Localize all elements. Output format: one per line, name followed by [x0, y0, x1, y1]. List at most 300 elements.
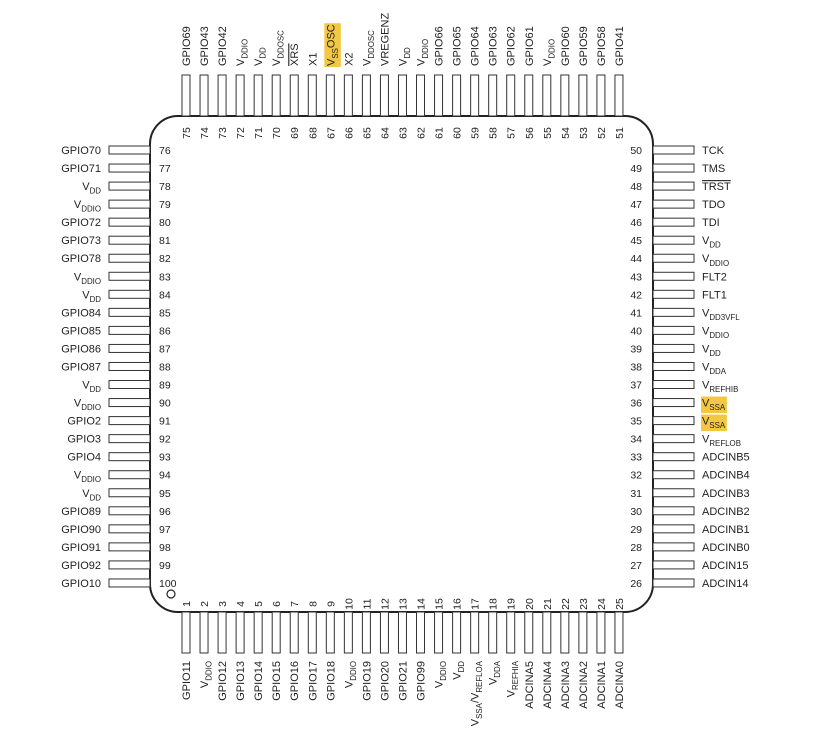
pin-label-vddosc: $V_{DDOSC}$: [271, 30, 286, 66]
pin-number: 18: [487, 598, 500, 610]
pin-label-gpio78: GPIO78: [61, 253, 101, 266]
pin-number: 11: [361, 598, 374, 610]
pin-number: 9: [325, 601, 338, 607]
pin-lead: [653, 164, 694, 172]
pin-number: 83: [159, 271, 171, 284]
pin-number: 35: [630, 415, 642, 428]
pin-number: 59: [469, 127, 482, 139]
pin-number: 48: [630, 181, 642, 194]
pin-label-gpio85: GPIO85: [61, 325, 101, 338]
pin-lead: [109, 453, 150, 461]
pin-number: 98: [159, 541, 171, 554]
pin-24: [596, 598, 608, 709]
pin-label-vddio: $V_{DDIO}$: [433, 661, 449, 689]
pin-number: 95: [159, 487, 171, 500]
pin-lead: [653, 435, 694, 443]
pin-lead: [653, 308, 694, 316]
pin-number: 87: [159, 343, 171, 356]
pin-number: 13: [397, 598, 410, 610]
pin-lead: [489, 75, 497, 116]
pin-lead: [380, 612, 388, 653]
pin-lead: [653, 344, 694, 352]
pin-3: [217, 601, 229, 701]
pin-5: [253, 601, 265, 701]
pin-lead: [653, 326, 694, 334]
pin-lead: [109, 182, 150, 190]
pin-lead: [362, 75, 370, 116]
pin-lead: [380, 75, 388, 116]
pin-number: 62: [415, 127, 428, 139]
pin-lead: [109, 561, 150, 569]
pin-label-gpio63: GPIO63: [487, 26, 500, 66]
pin-label-gpio11: GPIO11: [181, 661, 193, 700]
pin-number: 28: [630, 541, 642, 554]
pin-number: 4: [235, 601, 248, 607]
pin-label-tdo: TDO: [702, 199, 726, 212]
pin-number: 46: [630, 217, 642, 230]
pin-12: [379, 598, 391, 701]
pin-lead: [489, 612, 497, 653]
pin-1: [181, 601, 193, 700]
pin-number: 66: [343, 127, 356, 139]
pin-label-gpio61: GPIO61: [523, 26, 536, 66]
pin-label-gpio41: GPIO41: [613, 26, 626, 66]
pin-label-gpio43: GPIO43: [199, 26, 212, 66]
pin-11: [361, 598, 373, 700]
pin-6: [271, 601, 283, 701]
pin-number: 97: [159, 523, 171, 536]
pin-lead: [109, 236, 150, 244]
pin-lead: [254, 612, 262, 653]
pin-number: 36: [630, 397, 642, 410]
pin-number: 7: [289, 601, 302, 607]
pin-number: 75: [181, 127, 193, 139]
pin-number: 23: [577, 598, 590, 610]
pin-label-adcina5: ADCINA5: [523, 661, 536, 709]
pin-label-adcinb2: ADCINB2: [702, 505, 750, 518]
pin-7: [289, 601, 301, 701]
pin-label-gpio59: GPIO59: [577, 26, 590, 66]
pin-label-vdd: $V_{DD}$: [702, 235, 721, 250]
pin-number: 89: [159, 379, 171, 392]
pin-8: [307, 601, 319, 701]
pin-label-vddio: $V_{DDIO}$: [73, 271, 101, 286]
pin-lead: [109, 200, 150, 208]
pin-lead: [218, 75, 226, 116]
pin-17: [470, 598, 485, 726]
pin-lead: [653, 471, 694, 479]
pin-number: 60: [451, 127, 464, 139]
pin-number: 53: [577, 127, 590, 139]
pin-number: 22: [559, 598, 572, 610]
pin-label-gpio12: GPIO12: [217, 661, 230, 701]
pin-label-gpio60: GPIO60: [559, 26, 572, 66]
pin-label-adcina1: ADCINA1: [595, 661, 608, 709]
pin-number: 100: [159, 577, 177, 590]
pin-label-gpio91: GPIO91: [61, 541, 101, 554]
pin-lead: [525, 75, 533, 116]
pin-label-vdd: $V_{DD}$: [451, 661, 467, 680]
pin-lead: [597, 612, 605, 653]
pin-label-tck: TCK: [702, 145, 724, 157]
pin-number: 29: [630, 523, 642, 536]
pin-label-gpio84: GPIO84: [61, 307, 101, 320]
pin-label-vddio: $V_{DDIO}$: [702, 325, 730, 340]
pin-label-gpio99: GPIO99: [415, 661, 428, 701]
pin-lead: [597, 75, 605, 116]
pin-label-gpio14: GPIO14: [253, 661, 266, 701]
pin-label-vdda: $V_{DDA}$: [487, 661, 503, 686]
pin-label-gpio72: GPIO72: [61, 217, 101, 230]
pin-lead: [653, 254, 694, 262]
pin-number: 78: [159, 181, 171, 194]
pin-label-vssa-vrefloa: $V_{SSA}/V_{REFLOA}$: [469, 661, 485, 727]
pin-number: 39: [630, 343, 642, 356]
pin-number: 61: [433, 127, 446, 139]
pin-100: [61, 578, 176, 590]
pin-number: 51: [613, 127, 626, 139]
pin-label-gpio19: GPIO19: [361, 661, 374, 701]
pin-number: 94: [159, 469, 171, 482]
pin-number: 96: [159, 505, 171, 518]
pin-number: 72: [235, 127, 248, 139]
pin-lead: [653, 417, 694, 425]
pin-label-gpio69: GPIO69: [181, 26, 193, 66]
pin-lead: [109, 579, 150, 587]
pin-label-vdd: $V_{DD}$: [397, 47, 412, 66]
pin-label-trst: TRST: [702, 181, 731, 194]
pin-number: 71: [253, 127, 266, 139]
pin-number: 80: [159, 217, 171, 230]
pin-number: 19: [505, 598, 518, 610]
pin-label-xrs: XRS: [289, 43, 302, 66]
pin-lead: [453, 75, 461, 116]
pin-lead: [471, 612, 479, 653]
pin-number: 84: [159, 289, 171, 302]
pin-number: 77: [159, 163, 171, 176]
pin-label-adcina2: ADCINA2: [577, 661, 590, 709]
pin-number: 91: [159, 415, 171, 428]
pin-label-gpio90: GPIO90: [61, 523, 101, 536]
pin-number: 50: [630, 145, 642, 157]
pin-lead: [417, 612, 425, 653]
pin-number: 55: [541, 127, 554, 139]
pin-number: 64: [379, 127, 392, 139]
pin-lead: [272, 612, 280, 653]
pin-label-adcina3: ADCINA3: [559, 661, 572, 709]
pin-lead: [653, 218, 694, 226]
pin-lead: [290, 612, 298, 653]
pin-lead: [453, 612, 461, 653]
bottom-pin-row: [181, 598, 626, 726]
pin-lead: [653, 453, 694, 461]
pin-lead: [200, 612, 208, 653]
pin-lead: [109, 362, 150, 370]
pin-number: 47: [630, 199, 642, 212]
pin-number: 86: [159, 325, 171, 338]
pin-label-vssosc: $V_{SS}OSC$: [325, 24, 340, 66]
pin-label-vddio: $V_{DDIO}$: [73, 199, 101, 214]
pin-lead: [109, 435, 150, 443]
pin-label-vddio: $V_{DDIO}$: [73, 397, 101, 413]
pin-number: 63: [397, 127, 410, 139]
pin-lead: [109, 326, 150, 334]
pin-number: 79: [159, 199, 171, 212]
pin-number: 74: [199, 127, 212, 139]
pin-label-vdda: $V_{DDA}$: [702, 361, 727, 376]
pin-label-adcina4: ADCINA4: [541, 661, 554, 709]
pin-label-gpio62: GPIO62: [505, 26, 518, 66]
pin-label-vssa: $V_{SSA}$: [702, 397, 726, 413]
pin-number: 16: [451, 598, 464, 610]
pin-number: 85: [159, 307, 171, 320]
pin-number: 56: [523, 127, 536, 139]
pin-number: 57: [505, 127, 518, 139]
pin-label-vddio: $V_{DDIO}$: [235, 38, 250, 66]
pin-label-gpio18: GPIO18: [325, 661, 338, 701]
pin-label-gpio87: GPIO87: [61, 361, 101, 374]
pin-label-adcinb5: ADCINB5: [702, 451, 750, 464]
pin-lead: [109, 164, 150, 172]
pin-label-vdd: $V_{DD}$: [82, 487, 101, 503]
pin-lead: [653, 507, 694, 515]
pin-label-gpio73: GPIO73: [61, 235, 101, 248]
pin-number: 34: [630, 433, 642, 446]
pin-lead: [109, 471, 150, 479]
pin-label-gpio20: GPIO20: [379, 661, 392, 701]
pin-label-vddio: $V_{DDIO}$: [343, 661, 358, 689]
pin-lead: [272, 75, 280, 116]
pin-number: 82: [159, 253, 171, 266]
pin-label-gpio16: GPIO16: [289, 661, 302, 701]
pin-number: 54: [559, 127, 572, 139]
pin-label-gpio42: GPIO42: [217, 26, 230, 66]
pin-lead: [507, 75, 515, 116]
pin-label-gpio2: GPIO2: [67, 415, 101, 428]
pin-label-adcina0: ADCINA0: [613, 661, 626, 709]
pin-lead: [218, 612, 226, 653]
pin-label-tdi: TDI: [702, 217, 720, 230]
pin-lead: [653, 381, 694, 389]
pin-number: 70: [271, 127, 284, 139]
pin-number: 88: [159, 361, 171, 374]
pin-number: 5: [253, 601, 266, 607]
pin-lead: [653, 236, 694, 244]
pin-number: 3: [217, 601, 230, 607]
pin-lead: [435, 75, 443, 116]
pin-20: [524, 598, 536, 709]
pin-lead: [653, 146, 694, 154]
pin-label-vddio: $V_{DDIO}$: [541, 38, 557, 66]
pin-label-gpio21: GPIO21: [397, 661, 410, 701]
pin-number: 45: [630, 235, 642, 248]
pin-label-adcin15: ADCIN15: [702, 559, 749, 572]
pin-lead: [362, 612, 370, 653]
pin-label-x2: X2: [343, 52, 356, 66]
pin-label-vddio: $V_{DDIO}$: [415, 38, 431, 66]
pin-number: 8: [307, 601, 320, 607]
pin-label-vregenz: VREGENZ: [379, 12, 392, 66]
pin-label-vddio: $V_{DDIO}$: [73, 469, 101, 485]
pin-number: 92: [159, 433, 171, 446]
pin-lead: [109, 417, 150, 425]
pin-label-gpio65: GPIO65: [451, 26, 464, 66]
pin-lead: [653, 272, 694, 280]
pin-label-gpio64: GPIO64: [469, 26, 482, 66]
pin-number: 38: [630, 361, 642, 374]
pin-lead: [326, 75, 334, 116]
pin-label-vdd: $V_{DD}$: [702, 343, 721, 358]
pin-lead: [109, 254, 150, 262]
pin-number: 76: [159, 145, 171, 157]
pin-number: 42: [630, 289, 642, 302]
pin-number: 27: [630, 559, 642, 572]
pin-lead: [653, 362, 694, 370]
pin-label-vddosc: $V_{DDOSC}$: [361, 30, 376, 66]
pin-lead: [579, 612, 587, 653]
pin-label-gpio89: GPIO89: [61, 505, 101, 518]
pin-number: 67: [325, 127, 338, 139]
pin-lead: [653, 182, 694, 190]
pin-lead: [543, 612, 551, 653]
pin-lead: [109, 218, 150, 226]
pin-number: 99: [159, 559, 171, 572]
pin-lead: [579, 75, 587, 116]
pin-label-gpio66: GPIO66: [433, 26, 446, 66]
pin-number: 41: [630, 307, 642, 320]
pin-23: [578, 598, 590, 709]
pin-lead: [109, 146, 150, 154]
pin-lead: [653, 200, 694, 208]
pin-number: 69: [289, 127, 302, 139]
pin-number: 10: [343, 598, 356, 610]
pin-label-gpio15: GPIO15: [271, 661, 284, 701]
pin-number: 52: [595, 127, 608, 139]
pin-lead: [236, 612, 244, 653]
chip-body: [150, 116, 653, 612]
pin-label-gpio13: GPIO13: [235, 661, 248, 701]
pin-lead: [653, 561, 694, 569]
pin-label-gpio92: GPIO92: [61, 559, 101, 572]
pin-lead: [653, 543, 694, 551]
pin-label-gpio71: GPIO71: [61, 163, 101, 176]
pin-number: 37: [630, 379, 642, 392]
pin-lead: [525, 612, 533, 653]
pin-lead: [653, 579, 694, 587]
pin-label-gpio4: GPIO4: [67, 451, 101, 464]
pin-number: 43: [630, 271, 642, 284]
pin-2: [199, 601, 214, 688]
pin-label-vdd: $V_{DD}$: [82, 181, 101, 196]
pin-25: [614, 598, 626, 709]
pin-lead: [200, 75, 208, 116]
pin-4: [235, 601, 247, 701]
pin-label-vrefhia: $V_{REFHIA}$: [505, 661, 521, 698]
pin-lead: [417, 75, 425, 116]
pin-number: 32: [630, 469, 642, 482]
pin-lead: [653, 489, 694, 497]
pin-number: 73: [217, 127, 230, 139]
pin-number: 65: [361, 127, 374, 139]
pin-lead: [561, 612, 569, 653]
pin-label-x1: X1: [307, 52, 320, 66]
pin-label-vdd: $V_{DD}$: [253, 47, 268, 66]
pin-lead: [561, 75, 569, 116]
pin-9: [325, 601, 337, 701]
pin-lead: [615, 75, 623, 116]
pin-lead: [507, 612, 515, 653]
pin-21: [542, 598, 554, 709]
pin-lead: [398, 75, 406, 116]
pin-lead: [653, 525, 694, 533]
pin-label-vssa: $V_{SSA}$: [702, 415, 726, 431]
pin-number: 14: [415, 598, 428, 610]
pin-lead: [182, 612, 190, 653]
pin-label-tms: TMS: [702, 163, 726, 176]
pin-number: 15: [433, 598, 446, 610]
pin-13: [397, 598, 409, 701]
pin-number: 6: [271, 601, 284, 607]
pin-lead: [182, 75, 190, 116]
pin-label-adcinb3: ADCINB3: [702, 487, 750, 500]
pin1-marker: [167, 590, 175, 598]
pin-number: 30: [630, 505, 642, 518]
pin-number: 21: [541, 598, 554, 610]
pin-lead: [254, 75, 262, 116]
pin-number: 24: [595, 598, 608, 610]
pin-lead: [109, 543, 150, 551]
pin-lead: [344, 612, 352, 653]
pin-number: 49: [630, 163, 642, 176]
pin-lead: [308, 75, 316, 116]
pin-lead: [435, 612, 443, 653]
pin-lead: [109, 344, 150, 352]
pin-lead: [109, 399, 150, 407]
pin-label-vrefhib: $V_{REFHIB}$: [702, 379, 739, 395]
pin-number: 2: [199, 601, 212, 607]
pin-label-vreflob: $V_{REFLOB}$: [702, 433, 741, 449]
pin-label-adcinb0: ADCINB0: [702, 541, 750, 554]
pin-lead: [326, 612, 334, 653]
pin-label-vdd3vfl: $V_{DD3VFL}$: [702, 307, 740, 322]
pin-number: 17: [469, 598, 482, 610]
pin-number: 1: [181, 601, 193, 607]
pin-lead: [653, 290, 694, 298]
pin-number: 81: [159, 235, 171, 248]
pin-label-gpio70: GPIO70: [61, 145, 101, 157]
pin-lead: [109, 489, 150, 497]
pin-14: [416, 598, 428, 701]
pin-label-flt2: FLT2: [702, 271, 727, 284]
pin-22: [560, 598, 572, 709]
pin-label-gpio17: GPIO17: [307, 661, 320, 701]
pin-lead: [109, 308, 150, 316]
pin-lead: [109, 507, 150, 515]
pin-number: 58: [487, 127, 500, 139]
pin-number: 20: [523, 598, 536, 610]
pin-number: 93: [159, 451, 171, 464]
pin-label-vddio: $V_{DDIO}$: [199, 661, 214, 689]
pin-lead: [471, 75, 479, 116]
pin-label-adcin14: ADCIN14: [702, 577, 749, 590]
pin-label-gpio3: GPIO3: [67, 433, 101, 446]
pin-number: 12: [379, 598, 392, 610]
pin-lead: [109, 272, 150, 280]
pin-label-adcinb4: ADCINB4: [702, 469, 750, 482]
pin-number: 26: [630, 577, 642, 590]
pin-lead: [344, 75, 352, 116]
pin-label-vdd: $V_{DD}$: [82, 379, 101, 395]
